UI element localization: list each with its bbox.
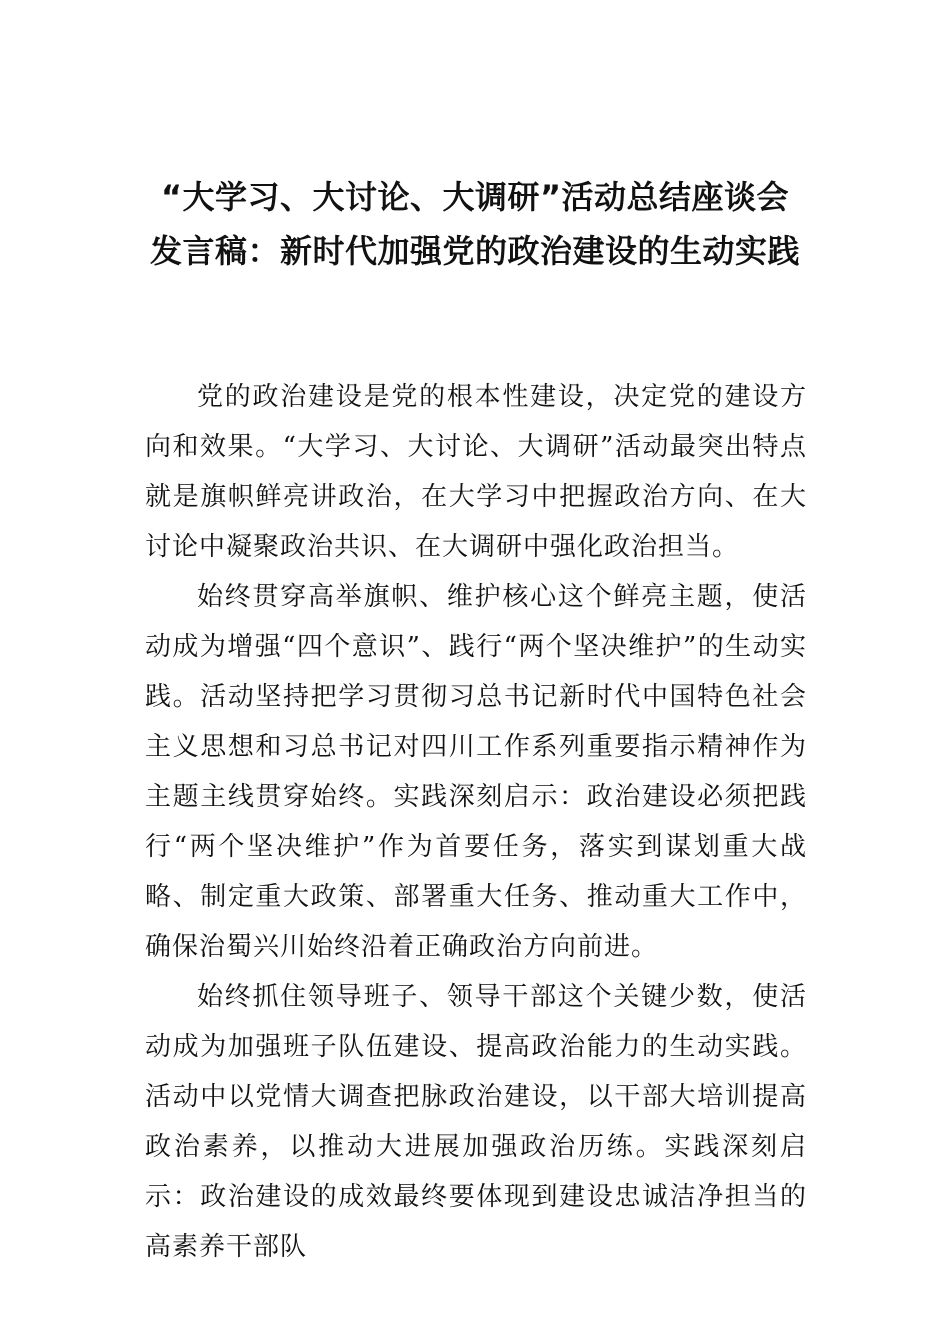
paragraph-3: 始终抓住领导班子、领导干部这个关键少数，使活动成为加强班子队伍建设、提高政治能力的生动实践。活动中以党情大调查把脉政治建设，以干部大培训提高政治素养，以推动大进展加强政治历练。实践深刻启示：政治建设的成效最终要体现到建设忠诚洁净担当的高素养干部队 [145, 982, 807, 1262]
document-title: “大学习、大讨论、大调研”活动总结座谈会发言稿：新时代加强党的政治建设的生动实践 [149, 178, 800, 270]
document-body [145, 372, 807, 1272]
paragraph-2: 始终贯穿高举旗帜、维护核心这个鲜亮主题，使活动成为增强“四个意识”、践行“两个坚决维护”的生动实践。活动坚持把学习贯彻习总书记新时代中国特色社会主义思想和习总书记对四川工作系列重要指示精神作为主题主线贯穿始终。实践深刻启示：政治建设必须把践行“两个坚决维护”作为首要任务，落实到谋划重大战略、制定重大政策、部署重大任务、推动重大工作中，确保治蜀兴川始终沿着正确政治方向前进。 [145, 582, 807, 962]
paragraph-1: 党的政治建设是党的根本性建设，决定党的建设方向和效果。“大学习、大讨论、大调研”活动最突出特点就是旗帜鲜亮讲政治，在大学习中把握政治方向、在大讨论中凝聚政治共识、在大调研中强化政治担当。 [145, 382, 807, 562]
